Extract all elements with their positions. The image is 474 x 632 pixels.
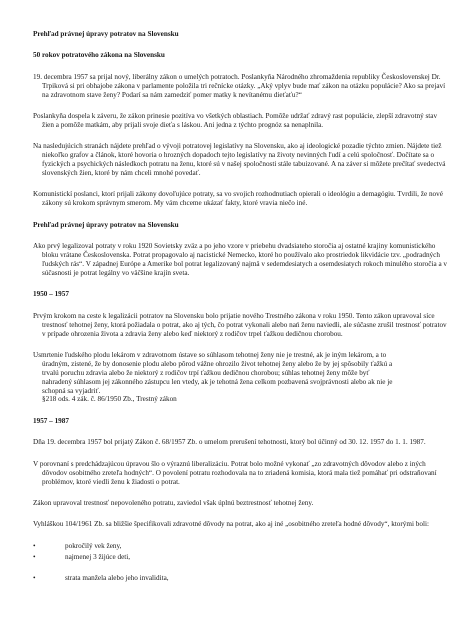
list-item-text: najmenej 3 žijúce deti, [65,552,131,561]
list-item-text: strata manžela alebo jeho invalidita, [65,573,169,582]
reasons-list [33,542,450,583]
intro-paragraph: 19. decembra 1957 sa prijal nový, liberálny zákon o umelých potratoch. Poslankyňa Národného zhromaždenia republiky Československej Dr. Trpiková si pri obhajobe zákona v parlamente položila tri rečnícke otázky. „Aký vplyv bude mať zákon na otázku populácie? Ako sa prejaví na zdravotnom stave ženy? Podarí sa nám zamedziť pomer matky k nevítanému dieťaťu?“ [33,72,446,99]
law-quote-line: schopná sa vyjadriť. [42,386,101,395]
liberalization-paragraph: V porovnaní s predchádzajúcou úpravou šlo o výraznú liberalizáciu. Potrat bolo možné vykonať „zo zdravotných dôvodov alebo z iných dôvodov osobitného zreteľa hodných“. O povolení potratu rozhodovala na to zriadená komisia, ktorá mala tiež pomáhať pri odstraňovaní problémov, ktoré viedli ženu k žiadosti o potrat. [33,459,437,486]
communist-paragraph: Komunistickí poslanci, ktorí prijali zákony dovoľujúce potraty, sa vo svojich rozhodnutiach opierali o ideológiu a demagógiu. Tvrdili, že nové zákony sú krokom správnym smerom. My vám chceme ukázať fakty, ktoré vravia niečo iné. [33,190,443,208]
criminal-code-paragraph: Prvým krokom na ceste k legalizácii potratov na Slovensku bolo prijatie nového Trestného zákona v roku 1950. Tento zákon upravoval síce trestnosť tehotnej ženy, ktorá požiadala o potrat, ako aj tých, čo potrat vykonali alebo nań ženu naviedli, ale súčasne zrušil trestnosť potratov v prípade ohrozenia života a zdravia ženy alebo keď niektorý z rodičov trpel ťažkou dedičnou chorobou. [33,311,447,338]
list-item [33,542,450,551]
punishment-paragraph: Zákon upravoval trestnosť nepovoleného potratu, zaviedol však úplnú beztrestnosť tehotnej ženy. [33,498,314,507]
contents-paragraph: Na nasledujúcich stranách nájdete prehľad o vývoji potratovej legislatívy na Slovensku, ako aj ideologické pozadie týchto zmien. Nájdete tiež niekoľko grafov a článok, ktoré hovoria o hrozných dopadoch tejto legislatívy na životy nevinných ľudí a celú spoločnosť. Dočítate sa o fyzických a psychických následkoch potratu na ženu, ktoré sú v našej spoločnosti stále tabuizované. A na záver si môžete prečítať svedectvá slovenských žien, ktoré by nám chceli mnohé povedať. [33,142,446,178]
law-quote-line: trvalú poruchu zdravia alebo že niektorý z rodičov trpí ťažkou dedičnou chorobou; súhlas tehotnej ženy môže byť [42,368,370,377]
law-citation: §218 ods. 4 zák. č. 86/1950 Zb., Trestný zákon [42,395,177,404]
list-item-text: pokročilý vek ženy, [65,541,122,550]
law-1957-paragraph: Dňa 19. decembra 1957 bol prijatý Zákon č. 68/1957 Zb. o umelom prerušení tehotnosti, ktorý bol účinný od 30. 12. 1957 do 1. 1. 1987. [33,438,426,447]
overview-heading: Prehľad právnej úpravy potratov na Slovensku [33,220,179,229]
bullet-icon: • [33,552,36,561]
decree-paragraph: Vyhláškou 104/1961 Zb. sa bližšie špecifikovali zdravotné dôvody na potrat, ako aj iné „osobitného zreteľa hodné dôvody“, ktorými boli: [33,520,429,529]
list-item [33,553,450,562]
conclusion-paragraph: Poslankyňa dospela k záveru, že zákon prinesie pozitíva vo všetkých oblastiach. Pomôže udržať zdravý rast populácie, zlepší zdravotný stav žien a pomôže matkám, aby prijali svoje dieťa s láskou. Ani jedna z týchto prognóz sa nenaplnila. [33,112,438,129]
list-item [33,574,450,583]
bullet-icon: • [33,541,36,550]
law-quote-line: nahradený súhlasom jej zákonného zástupcu len vtedy, ak je tehotná žena celkom pozbavená svojprávnosti alebo ak nie je [42,377,393,386]
document-title: Prehľad právnej úpravy potratov na Slovensku [33,30,179,38]
law-quote-line: úradným, zistené, že by donosenie plodu alebo pôrod vážne ohrozilo život tehotnej ženy alebo že by jej spôsobily ťažkú a [42,359,393,368]
law-quote-line: Usmrtenie ľudského plodu lekárom v zdravotnom ústave so súhlasom tehotnej ženy nie je trestné, ak je iným lekárom, a to [33,350,387,359]
history-paragraph: Ako prvý legalizoval potraty v roku 1920 Sovietsky zväz a po jeho vzore v priebehu dvadsiateho storočia aj ostatné krajiny komunistického bloku vrátane Československa. Potrat propagovalo aj nacistické Nemecko, ktoré ho používalo ako prostriedok likvidácie tzv. „podradných ľudských rás“. V západnej Európe a Amerike bol potrat legalizovaný najmä v sedemdesiatych a osemdesiatych rokoch minulého storočia a v súčasnosti je potrat legálny vo väčšine krajín sveta. [33,242,448,277]
bullet-icon: • [33,573,36,582]
document-subtitle: 50 rokov potratového zákona na Slovensku [33,51,165,60]
period-heading-1957: 1957 – 1987 [33,416,69,425]
period-heading-1950: 1950 – 1957 [33,290,69,299]
law-quote [33,351,450,404]
